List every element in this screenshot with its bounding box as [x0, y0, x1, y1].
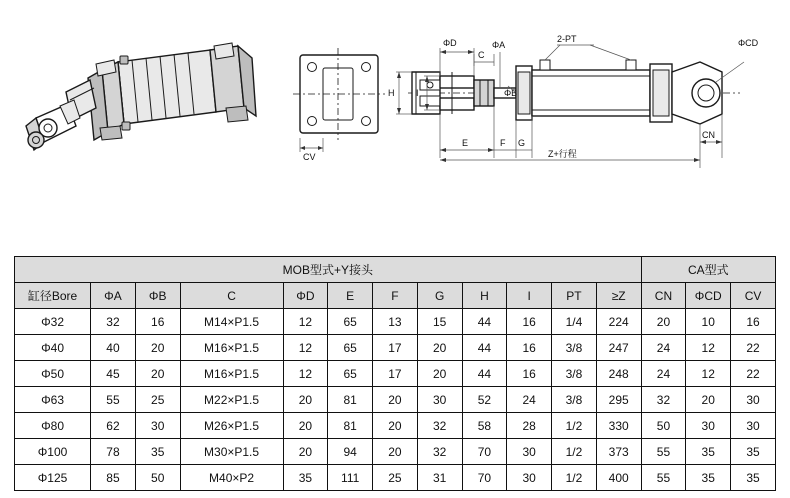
col-header-bore: 缸径Bore: [15, 283, 91, 309]
cell-phi-b: 50: [135, 465, 180, 491]
cell-g: 30: [417, 387, 462, 413]
end-view-square: [293, 48, 385, 162]
col-header-c: C: [180, 283, 283, 309]
label-phi-b: ΦB: [504, 88, 518, 98]
cell-phi-a: 32: [91, 309, 136, 335]
cell-phi-a: 45: [91, 361, 136, 387]
cell-pt: 3/8: [552, 361, 597, 387]
cell-h: 70: [462, 439, 507, 465]
cell-f: 25: [373, 465, 418, 491]
cell-z: 247: [596, 335, 641, 361]
cell-cn: 24: [641, 361, 686, 387]
cell-phi-cd: 30: [686, 413, 731, 439]
cell-g: 32: [417, 413, 462, 439]
cell-phi-d: 20: [283, 439, 328, 465]
cell-phi-cd: 10: [686, 309, 731, 335]
label-2pt: 2-PT: [557, 34, 577, 44]
cell-h: 70: [462, 465, 507, 491]
col-header-phi-b: ΦB: [135, 283, 180, 309]
label-phi-cd: ΦCD: [738, 38, 759, 48]
isometric-cylinder-view: [26, 43, 256, 150]
cell-bore: Φ63: [15, 387, 91, 413]
cell-i: 16: [507, 309, 552, 335]
cell-phi-b: 20: [135, 335, 180, 361]
cell-phi-d: 20: [283, 387, 328, 413]
cell-cn: 20: [641, 309, 686, 335]
cell-bore: Φ50: [15, 361, 91, 387]
cell-pt: 3/8: [552, 387, 597, 413]
cell-cv: 22: [731, 361, 776, 387]
col-header-e: E: [328, 283, 373, 309]
cell-phi-a: 62: [91, 413, 136, 439]
technical-drawings: [0, 0, 790, 240]
cell-cn: 55: [641, 439, 686, 465]
group-header-mob: MOB型式+Y接头: [15, 257, 642, 283]
cell-h: 44: [462, 361, 507, 387]
cell-f: 20: [373, 413, 418, 439]
cell-pt: 1/4: [552, 309, 597, 335]
cell-f: 20: [373, 439, 418, 465]
cell-phi-d: 12: [283, 361, 328, 387]
cell-h: 52: [462, 387, 507, 413]
cell-z: 224: [596, 309, 641, 335]
cell-phi-b: 30: [135, 413, 180, 439]
cell-phi-cd: 35: [686, 465, 731, 491]
col-header-i: I: [507, 283, 552, 309]
cell-phi-d: 20: [283, 413, 328, 439]
label-cv: CV: [303, 152, 316, 162]
col-header-pt: PT: [552, 283, 597, 309]
table-row: [15, 465, 776, 491]
label-f: F: [500, 138, 506, 148]
cell-phi-d: 12: [283, 309, 328, 335]
cell-phi-a: 40: [91, 335, 136, 361]
cell-cv: 30: [731, 413, 776, 439]
cell-f: 13: [373, 309, 418, 335]
cell-cn: 24: [641, 335, 686, 361]
cell-g: 32: [417, 439, 462, 465]
cell-phi-b: 20: [135, 361, 180, 387]
cell-bore: Φ100: [15, 439, 91, 465]
cell-cv: 16: [731, 309, 776, 335]
cell-phi-cd: 35: [686, 439, 731, 465]
cell-h: 58: [462, 413, 507, 439]
table-body: [15, 309, 776, 491]
cell-phi-d: 12: [283, 335, 328, 361]
label-c: C: [478, 50, 485, 60]
col-header-z: ≥Z: [596, 283, 641, 309]
side-section-view: [388, 34, 759, 168]
cell-pt: 1/2: [552, 439, 597, 465]
cell-cv: 22: [731, 335, 776, 361]
cell-e: 65: [328, 335, 373, 361]
cell-f: 17: [373, 335, 418, 361]
cell-g: 15: [417, 309, 462, 335]
specification-table: [14, 256, 776, 491]
cell-g: 20: [417, 335, 462, 361]
table-row: [15, 309, 776, 335]
cell-z: 373: [596, 439, 641, 465]
col-header-cn: CN: [641, 283, 686, 309]
cell-pt: 3/8: [552, 335, 597, 361]
label-i: I: [416, 88, 419, 98]
cell-bore: Φ40: [15, 335, 91, 361]
cell-e: 81: [328, 387, 373, 413]
cell-phi-d: 35: [283, 465, 328, 491]
table-row: [15, 387, 776, 413]
cell-z: 248: [596, 361, 641, 387]
cell-phi-a: 55: [91, 387, 136, 413]
cell-phi-cd: 20: [686, 387, 731, 413]
cell-c: M16×P1.5: [180, 361, 283, 387]
cell-cn: 50: [641, 413, 686, 439]
table-row: [15, 361, 776, 387]
cell-cv: 30: [731, 387, 776, 413]
table-row: [15, 335, 776, 361]
cell-phi-b: 35: [135, 439, 180, 465]
cell-g: 20: [417, 361, 462, 387]
table-group-header-row: [15, 257, 776, 283]
col-header-h: H: [462, 283, 507, 309]
group-header-ca: CA型式: [641, 257, 775, 283]
table-row: [15, 413, 776, 439]
cell-h: 44: [462, 335, 507, 361]
cell-c: M22×P1.5: [180, 387, 283, 413]
col-header-g: G: [417, 283, 462, 309]
drawing-canvas: [0, 0, 790, 240]
col-header-phi-a: ΦA: [91, 283, 136, 309]
cell-f: 20: [373, 387, 418, 413]
cell-cn: 32: [641, 387, 686, 413]
label-z-stroke: Z+行程: [548, 149, 577, 159]
col-header-phi-d: ΦD: [283, 283, 328, 309]
table-column-header-row: [15, 283, 776, 309]
cell-bore: Φ80: [15, 413, 91, 439]
cell-f: 17: [373, 361, 418, 387]
cell-phi-cd: 12: [686, 361, 731, 387]
cell-cn: 55: [641, 465, 686, 491]
label-phi-a: ΦA: [492, 40, 506, 50]
cell-i: 28: [507, 413, 552, 439]
cell-g: 31: [417, 465, 462, 491]
cell-phi-b: 25: [135, 387, 180, 413]
specification-table-wrapper: [14, 256, 776, 491]
cell-phi-a: 85: [91, 465, 136, 491]
cell-i: 24: [507, 387, 552, 413]
cell-h: 44: [462, 309, 507, 335]
cell-e: 94: [328, 439, 373, 465]
cell-e: 111: [328, 465, 373, 491]
cell-i: 30: [507, 465, 552, 491]
label-e: E: [462, 138, 469, 148]
col-header-f: F: [373, 283, 418, 309]
cell-phi-a: 78: [91, 439, 136, 465]
label-g: G: [518, 138, 526, 148]
label-phi-d: ΦD: [443, 38, 457, 48]
cell-c: M26×P1.5: [180, 413, 283, 439]
cell-i: 30: [507, 439, 552, 465]
cell-z: 330: [596, 413, 641, 439]
cell-pt: 1/2: [552, 465, 597, 491]
cell-c: M30×P1.5: [180, 439, 283, 465]
col-header-cv: CV: [731, 283, 776, 309]
cell-e: 81: [328, 413, 373, 439]
cell-i: 16: [507, 361, 552, 387]
cell-c: M14×P1.5: [180, 309, 283, 335]
cell-bore: Φ125: [15, 465, 91, 491]
cell-c: M40×P2: [180, 465, 283, 491]
cell-cv: 35: [731, 465, 776, 491]
table-head: [15, 257, 776, 309]
cell-c: M16×P1.5: [180, 335, 283, 361]
label-h: H: [388, 88, 395, 98]
table-row: [15, 439, 776, 465]
cell-phi-cd: 12: [686, 335, 731, 361]
cell-pt: 1/2: [552, 413, 597, 439]
cell-z: 400: [596, 465, 641, 491]
cell-bore: Φ32: [15, 309, 91, 335]
cell-phi-b: 16: [135, 309, 180, 335]
cell-cv: 35: [731, 439, 776, 465]
cell-e: 65: [328, 361, 373, 387]
cell-z: 295: [596, 387, 641, 413]
cell-e: 65: [328, 309, 373, 335]
label-cn: CN: [702, 130, 715, 140]
cell-i: 16: [507, 335, 552, 361]
col-header-phi-cd: ΦCD: [686, 283, 731, 309]
